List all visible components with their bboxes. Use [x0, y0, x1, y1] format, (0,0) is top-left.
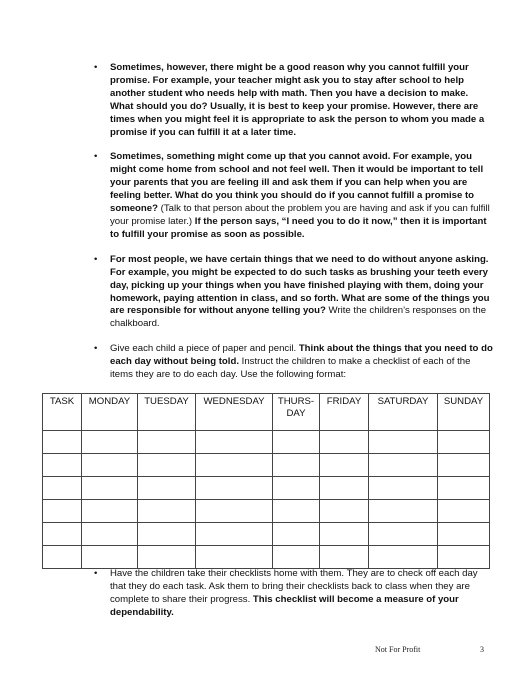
table-cell — [273, 500, 320, 523]
table-cell — [138, 477, 196, 500]
table-cell — [320, 477, 369, 500]
table-cell — [138, 546, 196, 569]
bullet-item-good-reason — [94, 62, 494, 139]
column-header-saturday: SATURDAY — [369, 394, 438, 431]
table-cell — [273, 477, 320, 500]
table-cell — [43, 523, 82, 546]
column-header-thursday: THURS- DAY — [273, 394, 320, 431]
table-header-row — [43, 394, 490, 431]
checklist-table — [42, 393, 490, 569]
table-cell — [196, 500, 273, 523]
table-cell — [43, 431, 82, 454]
table-cell — [273, 431, 320, 454]
column-header-wednesday: WEDNESDAY — [196, 394, 273, 431]
table-cell — [369, 454, 438, 477]
column-header-sunday: SUNDAY — [438, 394, 490, 431]
column-header-friday: FRIDAY — [320, 394, 369, 431]
bullet-icon: • — [94, 343, 98, 355]
paragraph-responsibilities: For most people, we have certain things that we need to do without anyone asking. For example, you might be expected to do such tasks as brushing your teeth every day, picking up your things when you have finished playing with them, doing your homework, paying attention in class, and so forth. What are some of the things you are responsible for without anyone telling you? — [110, 253, 490, 317]
paragraph-cannot-avoid: Sometimes, something might come up that you cannot avoid. For example, you might come home from school and not feel well. Then it would be important to tell your parents that you are feeling ill and ask them if you can help when you are feeling better. What do you think you should do if you cannot fulfill a promise to someone? — [110, 151, 484, 215]
column-header-monday: MONDAY — [82, 394, 138, 431]
table-row — [43, 500, 490, 523]
table-cell — [320, 454, 369, 477]
bullet-item-responsibilities — [94, 253, 494, 331]
bullet-list-final — [94, 568, 494, 620]
table-cell — [438, 431, 490, 454]
table-cell — [196, 431, 273, 454]
table-row — [43, 477, 490, 500]
bullet-icon: • — [94, 151, 98, 163]
bullet-icon: • — [94, 568, 98, 579]
footer-label: Not For Profit — [375, 645, 421, 654]
table-cell — [43, 454, 82, 477]
table-cell — [82, 454, 138, 477]
teacher-instruction: Write the children’s responses on the chalkboard. — [110, 305, 487, 330]
table-cell — [43, 546, 82, 569]
bullet-list — [94, 62, 494, 382]
instruction-take-home: Have the children take their checklists home with them. They are to check off each day that they do each task. Ask them to bring their checklists back to class when they are complete to share their progress. — [110, 568, 478, 605]
table-cell — [320, 500, 369, 523]
table-cell — [82, 546, 138, 569]
table-cell — [369, 431, 438, 454]
table-cell — [273, 523, 320, 546]
table-cell — [320, 523, 369, 546]
bullet-icon: • — [94, 62, 98, 73]
table-cell — [369, 477, 438, 500]
table-cell — [273, 546, 320, 569]
table-cell — [138, 500, 196, 523]
table-cell — [43, 500, 82, 523]
page-number: 3 — [480, 645, 484, 654]
table-cell — [320, 546, 369, 569]
dependability-statement: This checklist will become a measure of your dependability. — [110, 593, 459, 618]
bullet-icon: • — [94, 253, 98, 265]
instruction-format: Instruct the children to make a checklist of each of the items they are to do each day. Use the following format: — [110, 356, 471, 381]
table-cell — [438, 546, 490, 569]
table-cell — [138, 431, 196, 454]
table-cell — [438, 454, 490, 477]
table-row — [43, 523, 490, 546]
table-cell — [82, 431, 138, 454]
table-cell — [82, 477, 138, 500]
table-cell — [43, 477, 82, 500]
table-cell — [438, 523, 490, 546]
table-cell — [196, 477, 273, 500]
table-row — [43, 431, 490, 454]
instruction-paper-pencil: Give each child a piece of paper and pencil. — [110, 343, 299, 355]
table-cell — [196, 454, 273, 477]
table-cell — [138, 454, 196, 477]
column-header-tuesday: TUESDAY — [138, 394, 196, 431]
table-cell — [82, 500, 138, 523]
table-cell — [438, 477, 490, 500]
bullet-item-checklist — [94, 343, 494, 382]
table-cell — [320, 431, 369, 454]
table-row — [43, 546, 490, 569]
table-cell — [82, 523, 138, 546]
table-cell — [273, 454, 320, 477]
table-cell — [196, 546, 273, 569]
table-cell — [438, 500, 490, 523]
table-cell — [138, 523, 196, 546]
table-cell — [196, 523, 273, 546]
column-header-task: TASK — [43, 394, 82, 431]
table-row — [43, 454, 490, 477]
table-cell — [369, 523, 438, 546]
teacher-note: (Talk to that person about the problem you are having and ask if you can fulfill your promise later.) — [110, 203, 490, 227]
prompt-daily-things: Think about the things that you need to do each day without being told. — [110, 343, 493, 368]
table-cell — [369, 500, 438, 523]
paragraph-good-reason: Sometimes, however, there might be a good reason why you cannot fulfill your promise. For example, your teacher might ask you to stay after school to help another student who needs help with math. Then you have a decision to make. What should you do? Usually, it is best to keep your promise. However, there are times when you might feel it is appropriate to ask the person to whom you made a promise if you can fulfill it at a later time. — [110, 62, 485, 138]
bullet-item-take-home — [94, 568, 494, 620]
table-cell — [369, 546, 438, 569]
paragraph-fulfill-asap: If the person says, “I need you to do it now,” then it is important to fulfill your promise as soon as possible. — [110, 215, 487, 240]
bullet-item-cannot-avoid — [94, 151, 494, 241]
